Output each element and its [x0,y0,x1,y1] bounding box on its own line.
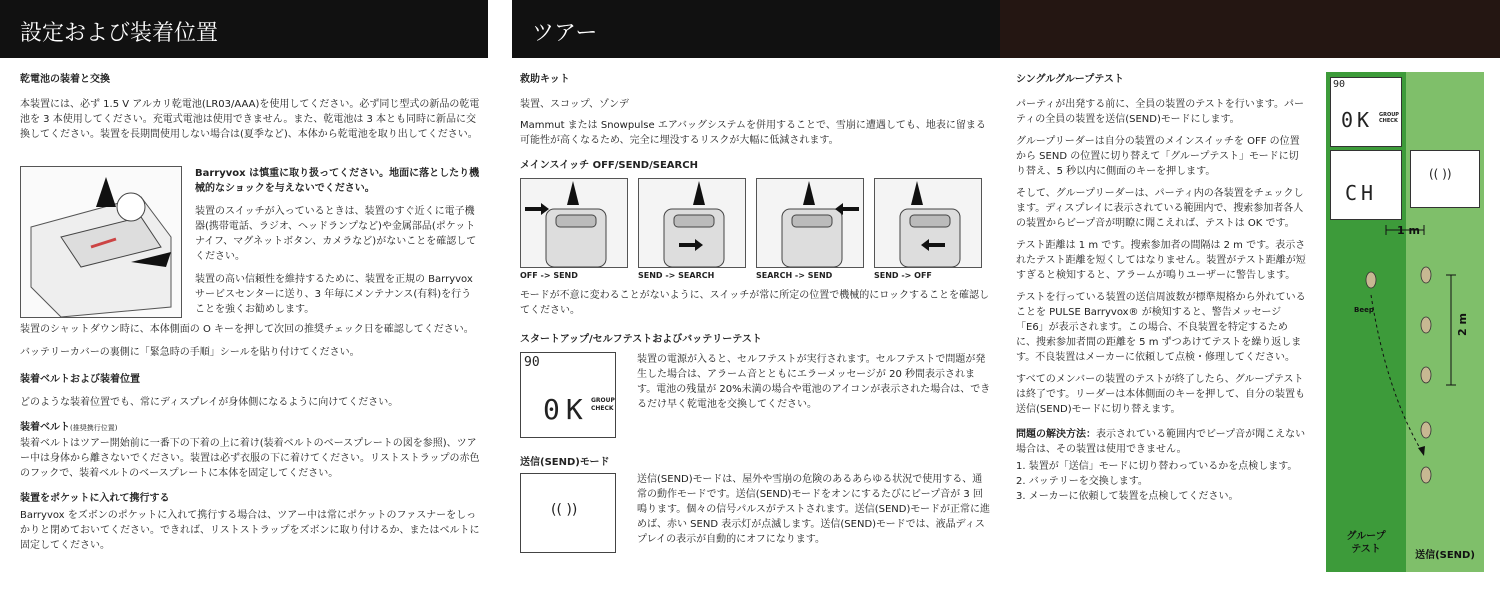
group-test-p6: すべてのメンバーの装置のテストが終了したら、グループテストは終了です。リーダーは本体側面のキーを押して、自分の装置も送信(SEND)モードに切り替えます。 [1016,374,1305,415]
mid-column-2 [520,288,990,355]
care-text-1: 装置のスイッチが入っているときは、装置のすぐ近くに電子機器(携帯電話、ラジオ、ヘッドランプなど)や金属部品(ポケットナイフ、マグネットボタン、カメラなど)がないことを確認してください。 [195,206,477,262]
label-group-test [1326,530,1406,556]
mid-column [520,72,995,181]
group-test-title: シングルグループテスト [1016,74,1124,85]
pocket-text: Barryvox をズボンのポケットに入れて携行する場合は、ツアー中は常にポケットのファスナーをしっかりと閉めておいてください。できれば、リストストラップをズボンに取り付けるか、またはベルトに固定してください。 [20,510,480,551]
group-test-p2: グループリーダーは自分の装置のメインスイッチを OFF の位置から SEND の位置に切り替えて「グループテスト」モードに切り替え、5 秒以内に側面のキーを押します。 [1016,136,1300,177]
switch-label-2: SEND -> SEARCH [638,271,715,280]
send-text-box [637,472,992,554]
belt-title: 装着ベルトおよび装着位置 [20,374,140,385]
trouble-block [1016,427,1306,457]
header-mid-title: ツアー [532,21,598,46]
switch-label-3: SEARCH -> SEND [756,271,833,280]
switch-label-4: SEND -> OFF [874,271,932,280]
panel-screen-2 [1330,150,1402,220]
startup-screen [520,352,616,438]
kit-text-1: 装置、スコップ、ゾンデ [520,99,629,110]
check-label: CHECK [591,405,614,412]
kit-text-2: Mammut または Snowpulse エアバッグシステムを併用することで、雪崩に遭遇しても、地表に留まる可能性が高くなるため、完全に埋没するリスクが大幅に低減されます。 [520,120,986,146]
belt-subtitle-note: (推奨携行位置) [70,424,118,432]
panel-ok: 0K [1341,108,1374,132]
switch-title: メインスイッチ OFF/SEND/SEARCH [520,160,698,171]
group-test-p5: テストを行っている装置の送信周波数が標準規格から外れていることを PULSE Barryvox® が検知すると、警告メッセージ「E6」が表示されます。この場合、不良装置を特定するために、搜索参加者間の距離を 5 m ずつあけてテストを繰り返します。不良装置はメーカーに依頼して点検・修理してください。 [1016,292,1306,363]
belt-text: どのような装着位置でも、常にディスプレイが身体側になるように向けてください。 [20,397,399,408]
care-text-2: 装置の高い信頼性を維持するために、装置を正規の Barryvox サービスセンターに送り、3 年毎にメンテナンス(有料)を行うことを強くお勧めします。 [195,274,473,315]
switch-image-3 [756,178,864,268]
panel-group: GROUP [1379,112,1399,118]
header-left [0,0,488,58]
trouble-text: 表示されている範囲内でビープ音が聞こえない場合は、その装置は使用できません。 [1016,429,1306,455]
label-send-text: 送信(SEND) [1415,550,1475,561]
startup-text: 装置の電源が入ると、セルフテストが実行されます。セルフテストで問題が発生した場合は、アラーム音とともにエラーメッセージが 20 秒間表示されます。電池の残量が 20%未満の場合や電池のアイコンが表示された場合は、できるだけ早く乾電池を交換してください。 [637,354,991,410]
pocket-title: 装置をポケットに入れて携行する [20,493,170,504]
belt-text-2: 装着ベルトはツアー開始前に一番下の下着の上に着け(装着ベルトのベースプレートの図を参照)、ツアー中は身体から離さないでください。装置は必ず衣服の下に着けてください。リストストラップの赤色のフックで、装着ベルトのベースプレートに本体を固定してください。 [20,438,480,479]
panel-check: CHECK [1379,118,1398,124]
switch-image-4 [874,178,982,268]
battery-percent: 90 [524,355,540,370]
switch-image-2 [638,178,746,268]
label-group-test-text: グループテスト [1346,531,1386,555]
send-screen [520,473,616,553]
shutdown-text: 装置のシャットダウン時に、本体側面の O キーを押して次回の推奨チェック日を確認してください。 [20,324,474,335]
battery-install-image [20,166,182,318]
panel-send-screen [1410,150,1480,208]
left-column [20,72,480,149]
care-bold: Barryvox は慎重に取り扱ってください。地面に落としたり機械的なショックを与えないでください。 [195,168,480,194]
trouble-item-3: 3. メーカーに依頼して装置を点検してください。 [1016,491,1239,502]
battery-title: 乾電池の装着と交換 [20,74,110,85]
label-send [1406,546,1484,561]
send-title: 送信(SEND)モード [520,457,610,468]
switch-text: モードが不意に変わることがないように、スイッチが常に所定の位置で機械的にロックすることを確認してください。 [520,290,989,316]
startup-title: スタートアップ/セルフテストおよびバッテリーテスト [520,334,762,345]
group-test-p4: テスト距離は 1 m です。搜索参加者の間隔は 2 m です。表示されたテスト距離を短くしてはなりません。装置がテスト距離が短すぎると検知すると、アラームが鳴りユーザーに警告します。 [1016,240,1306,281]
switch-image-1 [520,178,628,268]
send-signal-icon: (( )) [551,502,578,518]
group-label: GROUP [591,397,615,404]
trouble-label: 問題の解決方法： [1016,429,1096,440]
distance-2m: 2 m [1456,313,1469,336]
care-column [195,166,480,324]
header-mid [512,0,1000,58]
switch-label-1: OFF -> SEND [520,271,578,280]
belt-subtitle-text: 装着ベルト [20,422,70,433]
trouble-item-1: 1. 装置が「送信」モードに切り替わっているかを点検します。 [1016,461,1298,472]
panel-send-icon: (( )) [1429,167,1452,181]
header-right [1000,0,1500,58]
trouble-item-2: 2. バッテリーを交換します。 [1016,476,1148,487]
sticker-text: バッテリーカバーの裏側に「緊急時の手順」シールを貼り付けてください。 [20,347,360,358]
switch-images [520,178,995,288]
kit-title: 救助キット [520,74,570,85]
startup-text-box [637,352,992,419]
panel-screen-1 [1330,77,1402,147]
group-test-p1: パーティが出発する前に、全員の装置のテストを行います。パーティの全員の装置を送信(SEND)モードにします。 [1016,99,1304,125]
header-left-title: 設定および装着位置 [20,21,219,46]
battery-illustration [21,167,181,317]
group-test-p3: そして、グループリーダーは、パーティ内の各装置をチェックします。ディスプレイに表示されている範囲内で、搜索参加者各人の装置からビープ音が明瞭に聞こえれば、テストは OK です。 [1016,188,1304,229]
panel-battery: 90 [1333,79,1346,90]
panel-ch: CH [1345,181,1378,205]
send-text: 送信(SEND)モードは、屋外や雪崩の危険のあるあらゆる状況で使用する、通常の動作モードです。送信(SEND)モードをオンにするたびにビープ音が 3 回鳴ります。個々の信号パルスがテストされます。送信(SEND)モードが正常に進めば、赤い SEND 表示灯が点滅します。送信(SEND)モードでは、液晶ディスプレイの表示が自動的にオフになります。 [637,474,990,545]
left-column-lower [20,322,480,560]
group-test-diagram [1326,220,1484,520]
ok-display: 0K [543,393,589,426]
belt-subtitle [20,420,480,436]
distance-1m: 1 m [1397,224,1420,237]
beep-label: Beep [1354,306,1374,314]
battery-text: 本装置には、必ず 1.5 V アルカリ乾電池(LR03/AAA)を使用してください。必ず同じ型式の新品の乾電池を 3 本使用してください。充電式電池は使用できません。また、乾電池は 3 本とも同時に新品に交換してください。装置を長期間使用しない場合は(夏季など)、本体から乾電池を取り出してください。 [20,99,480,140]
right-column [1016,72,1306,504]
